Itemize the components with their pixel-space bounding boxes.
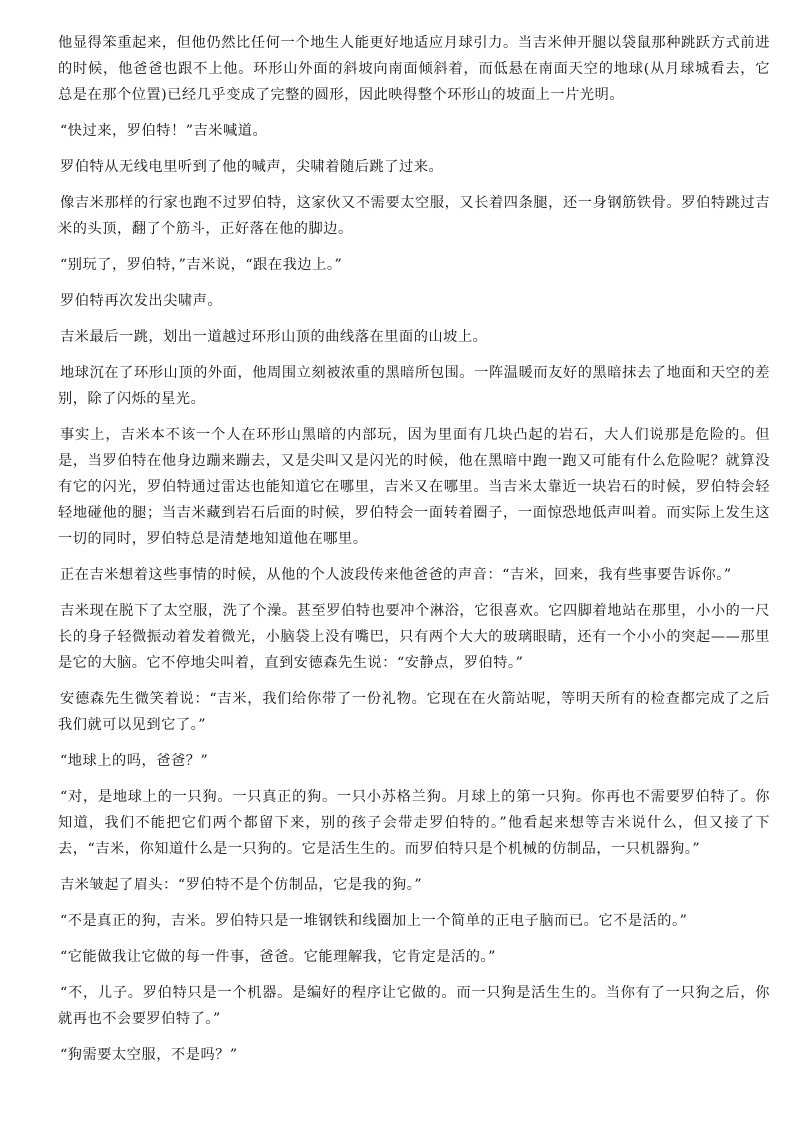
paragraph-9: 事实上，吉米本不该一个人在环形山黑暗的内部玩，因为里面有几块凸起的岩石，大人们说那是危险的。但是，当罗伯特在他身边蹦来蹦去，又是尖叫又是闪光的时候，他在黑暗中跑一跑又可能有什么危险呢？就算没有它的闪光，罗伯特通过雷达也能知道它在哪里，吉米又在哪里。当吉米太靠近一块岩石的时候，罗伯特会轻轻地碰他的腿；当吉米藏到岩石后面的时候，罗伯特会一面转着圈子，一面惊恐地低声叫着。而实际上发生这一切的同时，罗伯特总是清楚地知道他在哪里。 [58, 427, 770, 547]
paragraph-18: “不，儿子。罗伯特只是一个机器。是编好的程序让它做的。而一只狗是活生生的。当你有了一只狗之后，你就再也不会要罗伯特了。” [58, 985, 770, 1027]
paragraph-13: “地球上的吗，爸爸？” [60, 753, 209, 769]
paragraph-2: “快过来，罗伯特！”吉米喊道。 [60, 123, 268, 139]
paragraph-4: 像吉米那样的行家也跑不过罗伯特，这家伙又不需要太空服，又长着四条腿，还一身钢筋铁骨。罗伯特跳过吉米的头顶，翻了个筋斗，正好落在他的脚边。 [58, 195, 770, 237]
paragraph-14: “对，是地球上的一只狗。一只真正的狗。一只小苏格兰狗。月球上的第一只狗。你再也不需要罗伯特了。你知道，我们不能把它们两个都留下来，别的孩子会带走罗伯特的。”他看起来想等吉米说什么，但又接了下去，“吉米，你知道什么是一只狗的。它是活生生的。而罗伯特只是个机械的仿制品，一只机器狗。” [58, 789, 770, 857]
paragraph-15: 吉米皱起了眉头：“罗伯特不是个仿制品，它是我的狗。” [60, 877, 423, 893]
paragraph-16: “不是真正的狗，吉米。罗伯特只是一堆钢铁和线圈加上一个简单的正电子脑而已。它不是活的。” [60, 913, 688, 929]
paragraph-1: 他显得笨重起来，但他仍然比任何一个地生人能更好地适应月球引力。当吉米伸开腿以袋鼠那种跳跃方式前进的时候，他爸爸也跟不上他。环形山外面的斜坡向南面倾斜着，而低悬在南面天空的地球(从月球城看去，它总是在那个位置)已经几乎变成了完整的圆形，因此映得整个环形山的坡面上一片光明。 [58, 35, 770, 103]
paragraph-7: 吉米最后一跳，划出一道越过环形山顶的曲线落在里面的山坡上。 [60, 329, 488, 345]
paragraph-10: 正在吉米想着这些事情的时候，从他的个人波段传来他爸爸的声音：“吉米，回来，我有些事要告诉你。” [60, 567, 732, 583]
paragraph-5: “别玩了，罗伯特，”吉米说，“跟在我边上。” [60, 257, 343, 273]
document-page [58, 30, 770, 1078]
paragraph-8: 地球沉在了环形山顶的外面，他周围立刻被浓重的黑暗所包围。一阵温暖而友好的黑暗抹去了地面和天空的差别，除了闪烁的星光。 [58, 365, 770, 407]
paragraph-12: 安德森先生微笑着说：“吉米，我们给你带了一份礼物。它现在在火箭站呢，等明天所有的检查都完成了之后我们就可以见到它了。” [58, 691, 770, 733]
paragraph-11: 吉米现在脱下了太空服，洗了个澡。甚至罗伯特也要冲个淋浴，它很喜欢。它四脚着地站在那里，小小的一尺长的身子轻微振动着发着微光，小脑袋上没有嘴巴，只有两个大大的玻璃眼睛，还有一个小小的突起——那里是它的大脑。它不停地尖叫着，直到安德森先生说：“安静点，罗伯特。” [58, 603, 770, 671]
paragraph-17: “它能做我让它做的每一件事，爸爸。它能理解我，它肯定是活的。” [60, 949, 496, 965]
paragraph-3: 罗伯特从无线电里听到了他的喊声，尖啸着随后跳了过来。 [60, 159, 444, 175]
paragraph-6: 罗伯特再次发出尖啸声。 [60, 293, 223, 309]
paragraph-19: “狗需要太空服，不是吗？” [60, 1047, 238, 1063]
